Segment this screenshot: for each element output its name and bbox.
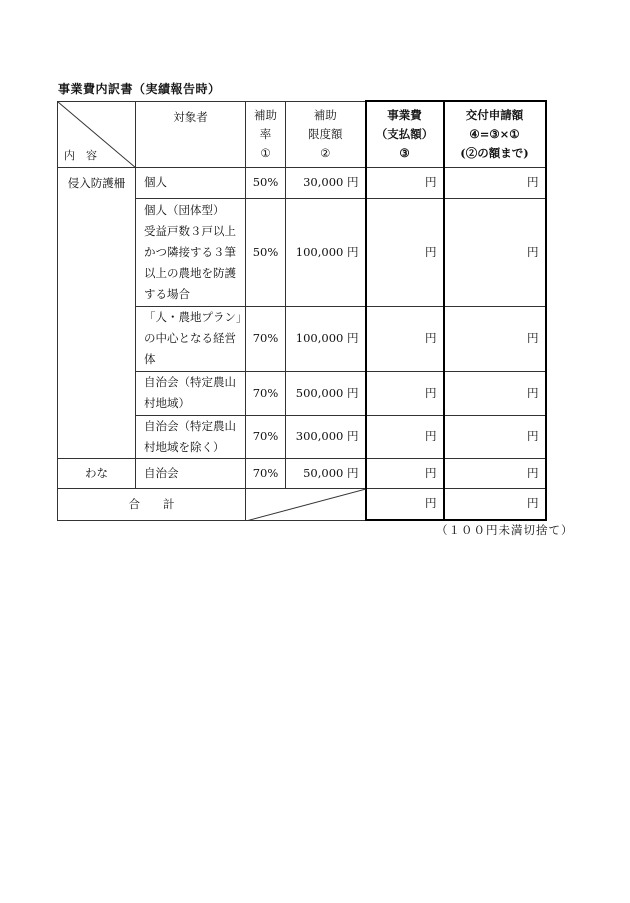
table-row bbox=[58, 167, 546, 198]
rate-cell: 70% bbox=[246, 458, 286, 488]
header-naiyou: 内 容 bbox=[64, 148, 97, 162]
header-rate: 補助 率 ① bbox=[246, 101, 286, 167]
rate-cell: 70% bbox=[246, 415, 286, 458]
limit-cell: 100,000 円 bbox=[286, 306, 366, 371]
document-title: 事業費内訳書（実績報告時） bbox=[58, 82, 221, 96]
header-cost: 事業費 （支払額） ③ bbox=[366, 101, 444, 167]
header-target: 対象者 bbox=[136, 101, 246, 167]
limit-cell: 500,000 円 bbox=[286, 371, 366, 415]
target-cell: 「人・農地プラン」 の中心となる経営 体 bbox=[136, 306, 246, 371]
cost-cell: 円 bbox=[366, 371, 444, 415]
cost-cell: 円 bbox=[366, 167, 444, 198]
total-apply: 円 bbox=[444, 488, 546, 520]
apply-cell: 円 bbox=[444, 306, 546, 371]
cost-cell: 円 bbox=[366, 415, 444, 458]
rounding-note: （１００円未満切捨て） bbox=[436, 523, 574, 537]
apply-cell: 円 bbox=[444, 458, 546, 488]
limit-cell: 30,000 円 bbox=[286, 167, 366, 198]
apply-cell: 円 bbox=[444, 198, 546, 306]
apply-cell: 円 bbox=[444, 415, 546, 458]
total-blank-cell bbox=[246, 488, 366, 520]
header-naiyou-cell bbox=[58, 101, 136, 167]
total-label: 合 計 bbox=[58, 488, 246, 520]
target-cell: 自治会（特定農山 村地域） bbox=[136, 371, 246, 415]
total-cost: 円 bbox=[366, 488, 444, 520]
limit-cell: 100,000 円 bbox=[286, 198, 366, 306]
cost-cell: 円 bbox=[366, 198, 444, 306]
diagonal-line bbox=[246, 489, 366, 521]
target-cell: 自治会 bbox=[136, 458, 246, 488]
rate-cell: 50% bbox=[246, 198, 286, 306]
category-fence: 侵入防護柵 bbox=[58, 167, 136, 458]
rate-cell: 70% bbox=[246, 306, 286, 371]
header-apply: 交付申請額 ④=③×① (②の額まで) bbox=[444, 101, 546, 167]
table-row bbox=[58, 458, 546, 488]
target-cell: 自治会（特定農山 村地域を除く） bbox=[136, 415, 246, 458]
apply-cell: 円 bbox=[444, 167, 546, 198]
apply-cell: 円 bbox=[444, 371, 546, 415]
header-row bbox=[58, 101, 546, 167]
rate-cell: 50% bbox=[246, 167, 286, 198]
expense-breakdown-table bbox=[57, 100, 547, 521]
limit-cell: 50,000 円 bbox=[286, 458, 366, 488]
target-cell: 個人（団体型） 受益戸数３戸以上 かつ隣接する３筆 以上の農地を防護 する場合 bbox=[136, 198, 246, 306]
target-cell: 個人 bbox=[136, 167, 246, 198]
header-limit: 補助 限度額 ② bbox=[286, 101, 366, 167]
category-trap: わな bbox=[58, 458, 136, 488]
rate-cell: 70% bbox=[246, 371, 286, 415]
cost-cell: 円 bbox=[366, 306, 444, 371]
total-row bbox=[58, 488, 546, 520]
limit-cell: 300,000 円 bbox=[286, 415, 366, 458]
cost-cell: 円 bbox=[366, 458, 444, 488]
